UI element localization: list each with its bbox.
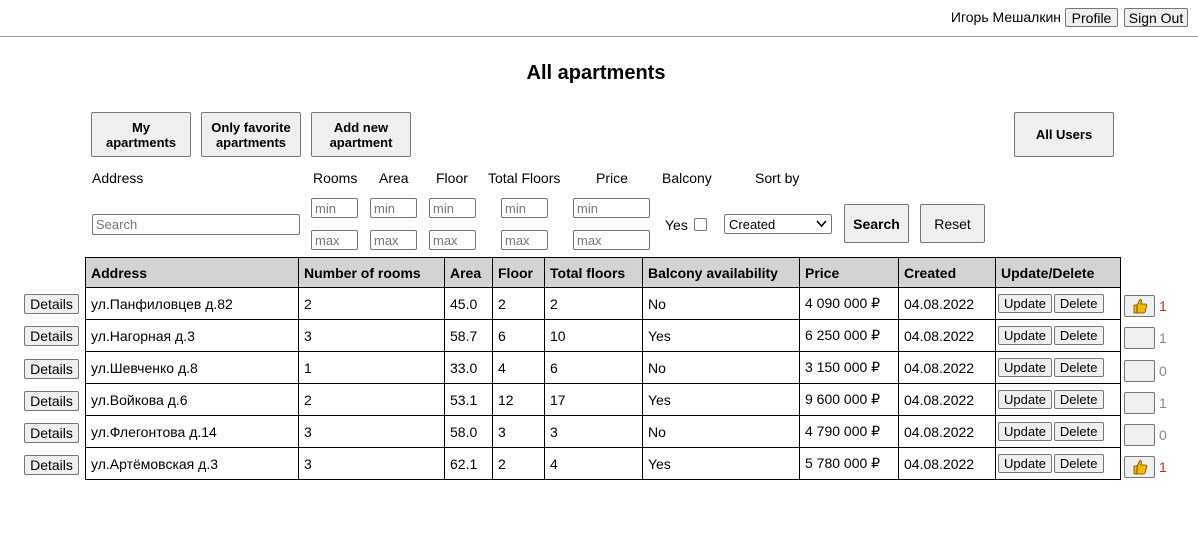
my-apartments-button[interactable]: My apartments [91,112,191,157]
floor-min-input[interactable] [429,198,476,218]
details-button[interactable]: Details [24,455,79,475]
cell-created: 04.08.2022 [899,384,996,416]
table-row [86,384,1121,416]
like-count: 1 [1159,298,1167,314]
like-count: 1 [1159,330,1167,346]
cell-actions [996,320,1121,352]
like-count: 1 [1159,395,1167,411]
details-button[interactable]: Details [24,326,79,346]
like-button[interactable] [1124,295,1155,317]
cell-price: 4 790 000 ₽ [800,416,899,448]
cell-price: 4 090 000 ₽ [800,288,899,320]
cell-area: 62.1 [445,448,493,480]
cell-floor: 4 [493,352,545,384]
cell-created: 04.08.2022 [899,320,996,352]
cell-floor: 3 [493,416,545,448]
sort-by-select[interactable] [724,214,832,234]
cell-created: 04.08.2022 [899,416,996,448]
table-header-row [86,258,1121,288]
chevron-down-icon [816,216,827,235]
cell-address: ул.Флегонтова д.14 [86,416,299,448]
cell-actions [996,448,1121,480]
column-header: Balcony availability [643,258,800,288]
like-button[interactable] [1124,424,1155,446]
cell-floor: 2 [493,448,545,480]
cell-address: ул.Войкова д.6 [86,384,299,416]
cell-balcony: Yes [643,320,800,352]
column-header: Number of rooms [299,258,445,288]
cell-address: ул.Нагорная д.3 [86,320,299,352]
cell-total-floors: 17 [545,384,643,416]
sign-out-button[interactable]: Sign Out [1124,8,1188,27]
cell-address: ул.Шевченко д.8 [86,352,299,384]
column-header: Floor [493,258,545,288]
profile-button[interactable]: Profile [1065,8,1118,27]
cell-area: 58.0 [445,416,493,448]
only-favorite-button[interactable]: Only favorite apartments [201,112,301,157]
details-button[interactable]: Details [24,359,79,379]
add-new-apartment-button[interactable]: Add new apartment [311,112,411,157]
sort-by-value: Created [729,216,776,232]
all-users-button[interactable]: All Users [1014,112,1114,157]
column-header: Area [445,258,493,288]
update-button[interactable]: Update [998,326,1052,345]
cell-actions [996,288,1121,320]
cell-rooms: 1 [299,352,445,384]
cell-total-floors: 6 [545,352,643,384]
rooms-min-input[interactable] [311,198,358,218]
total-floors-max-input[interactable] [501,230,548,250]
cell-rooms: 2 [299,288,445,320]
delete-button[interactable]: Delete [1054,326,1104,345]
search-input[interactable] [92,214,300,235]
table-row [86,288,1121,320]
update-button[interactable]: Update [998,358,1052,377]
price-min-input[interactable] [573,198,650,218]
column-header: Created [899,258,996,288]
details-button[interactable]: Details [24,423,79,443]
like-button[interactable] [1124,327,1155,349]
cell-total-floors: 10 [545,320,643,352]
update-button[interactable]: Update [998,454,1052,473]
cell-price: 9 600 000 ₽ [800,384,899,416]
cell-price: 5 780 000 ₽ [800,448,899,480]
cell-created: 04.08.2022 [899,288,996,320]
cell-actions [996,416,1121,448]
like-count: 1 [1159,459,1167,475]
cell-created: 04.08.2022 [899,448,996,480]
cell-address: ул.Панфиловцев д.82 [86,288,299,320]
filter-label-rooms: Rooms [313,170,358,186]
cell-total-floors: 4 [545,448,643,480]
filter-label-total-floors: Total Floors [488,170,561,186]
user-name: Игорь Мешалкин [950,9,1061,25]
delete-button[interactable]: Delete [1054,358,1104,377]
filter-label-balcony: Balcony [662,170,712,186]
cell-address: ул.Артёмовская д.3 [86,448,299,480]
table-row [86,416,1121,448]
cell-rooms: 3 [299,320,445,352]
cell-balcony: No [643,416,800,448]
balcony-yes-label: Yes [665,217,688,233]
table-row [86,352,1121,384]
cell-balcony: Yes [643,448,800,480]
cell-floor: 6 [493,320,545,352]
update-button[interactable]: Update [998,294,1052,313]
delete-button[interactable]: Delete [1054,422,1104,441]
update-button[interactable]: Update [998,390,1052,409]
cell-actions [996,352,1121,384]
like-count: 0 [1159,427,1167,443]
column-header: Address [86,258,299,288]
filter-label-floor: Floor [436,170,468,186]
details-button[interactable]: Details [24,294,79,314]
table-row [86,448,1121,480]
cell-floor: 2 [493,288,545,320]
like-button[interactable] [1124,392,1155,414]
column-header: Total floors [545,258,643,288]
floor-max-input[interactable] [429,230,476,250]
delete-button[interactable]: Delete [1054,454,1104,473]
column-header: Update/Delete [996,258,1121,288]
table-row [86,320,1121,352]
cell-total-floors: 2 [545,288,643,320]
total-floors-min-input[interactable] [501,198,548,218]
like-count: 0 [1159,363,1167,379]
apartments-table [85,257,1121,480]
like-button[interactable] [1124,456,1155,478]
price-max-input[interactable] [573,230,650,250]
area-min-input[interactable] [370,198,417,218]
delete-button[interactable]: Delete [1054,294,1104,313]
cell-area: 45.0 [445,288,493,320]
cell-balcony: No [643,352,800,384]
page-title: All apartments [526,62,666,84]
column-header: Price [800,258,899,288]
cell-area: 33.0 [445,352,493,384]
thumbs-up-icon [1132,298,1148,314]
search-button[interactable]: Search [844,204,909,243]
thumbs-up-icon [1132,459,1148,475]
balcony-checkbox[interactable] [694,218,707,231]
rooms-max-input[interactable] [311,230,358,250]
area-max-input[interactable] [370,230,417,250]
cell-rooms: 3 [299,416,445,448]
cell-total-floors: 3 [545,416,643,448]
filter-label-sort-by: Sort by [755,170,800,186]
cell-actions [996,384,1121,416]
cell-balcony: No [643,288,800,320]
cell-floor: 12 [493,384,545,416]
cell-balcony: Yes [643,384,800,416]
details-button[interactable]: Details [24,391,79,411]
reset-button[interactable]: Reset [920,204,985,243]
cell-rooms: 3 [299,448,445,480]
cell-created: 04.08.2022 [899,352,996,384]
cell-rooms: 2 [299,384,445,416]
update-button[interactable]: Update [998,422,1052,441]
cell-area: 53.1 [445,384,493,416]
cell-price: 6 250 000 ₽ [800,320,899,352]
delete-button[interactable]: Delete [1054,390,1104,409]
like-button[interactable] [1124,360,1155,382]
cell-area: 58.7 [445,320,493,352]
filter-label-address: Address [92,170,144,186]
filter-label-area: Area [379,170,409,186]
cell-price: 3 150 000 ₽ [800,352,899,384]
filter-label-price: Price [596,170,628,186]
